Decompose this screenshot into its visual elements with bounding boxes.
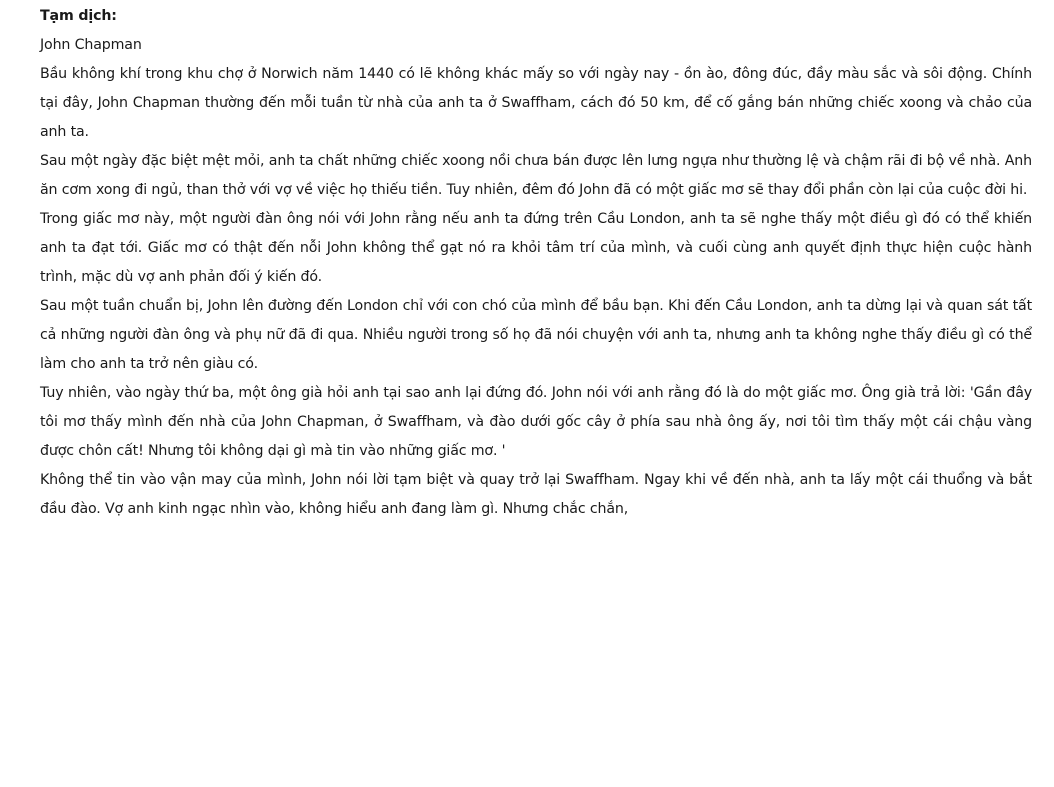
story-title: John Chapman bbox=[40, 37, 142, 53]
paragraph-5: Tuy nhiên, vào ngày thứ ba, một ông già hỏi anh tại sao anh lại đứng đó. John nói với anh rằng đó là do một giấc mơ. Ông già trả lời: 'Gần đây tôi mơ thấy mình đến nhà của John Chapman, ở Swaffham, và đào dưới gốc cây ở phía sau nhà ông ấy, nơi tôi tìm thấy một cái chậu vàng được chôn cất! Nhưng tôi không dại gì mà tin vào những giấc mơ. ' bbox=[40, 385, 1032, 459]
paragraph-4: Sau một tuần chuẩn bị, John lên đường đến London chỉ với con chó của mình để bầu bạn. Khi đến Cầu London, anh ta dừng lại và quan sát tất cả những người đàn ông và phụ nữ đã đi qua. Nhiều người trong số họ đã nói chuyện với anh ta, nhưng anh ta không nghe thấy điều gì có thể làm cho anh ta trở nên giàu có. bbox=[40, 298, 1032, 372]
paragraph-6: Không thể tin vào vận may của mình, John nói lời tạm biệt và quay trở lại Swaffham. Ngay khi về đến nhà, anh ta lấy một cái thuổng và bắt đầu đào. Vợ anh kinh ngạc nhìn vào, không hiểu anh đang làm gì. Nhưng chắc chắn, bbox=[40, 472, 1032, 517]
section-heading: Tạm dịch: bbox=[40, 8, 117, 24]
paragraph-3: Trong giấc mơ này, một người đàn ông nói với John rằng nếu anh ta đứng trên Cầu London, anh ta sẽ nghe thấy một điều gì đó có thể khiến anh ta đạt tới. Giấc mơ có thật đến nỗi John không thể gạt nó ra khỏi tâm trí của mình, và cuối cùng anh quyết định thực hiện cuộc hành trình, mặc dù vợ anh phản đối ý kiến đó. bbox=[40, 211, 1032, 285]
paragraph-1: Bầu không khí trong khu chợ ở Norwich năm 1440 có lẽ không khác mấy so với ngày nay - ồn ào, đông đúc, đầy màu sắc và sôi động. Chính tại đây, John Chapman thường đến mỗi tuần từ nhà của anh ta ở Swaffham, cách đó 50 km, để cố gắng bán những chiếc xoong và chảo của anh ta. bbox=[40, 66, 1032, 140]
paragraph-2: Sau một ngày đặc biệt mệt mỏi, anh ta chất những chiếc xoong nồi chưa bán được lên lưng ngựa như thường lệ và chậm rãi đi bộ về nhà. Anh ăn cơm xong đi ngủ, than thở với vợ về việc họ thiếu tiền. Tuy nhiên, đêm đó John đã có một giấc mơ sẽ thay đổi phần còn lại của cuộc đời hi. bbox=[40, 153, 1032, 198]
document-body bbox=[40, 2, 1032, 524]
